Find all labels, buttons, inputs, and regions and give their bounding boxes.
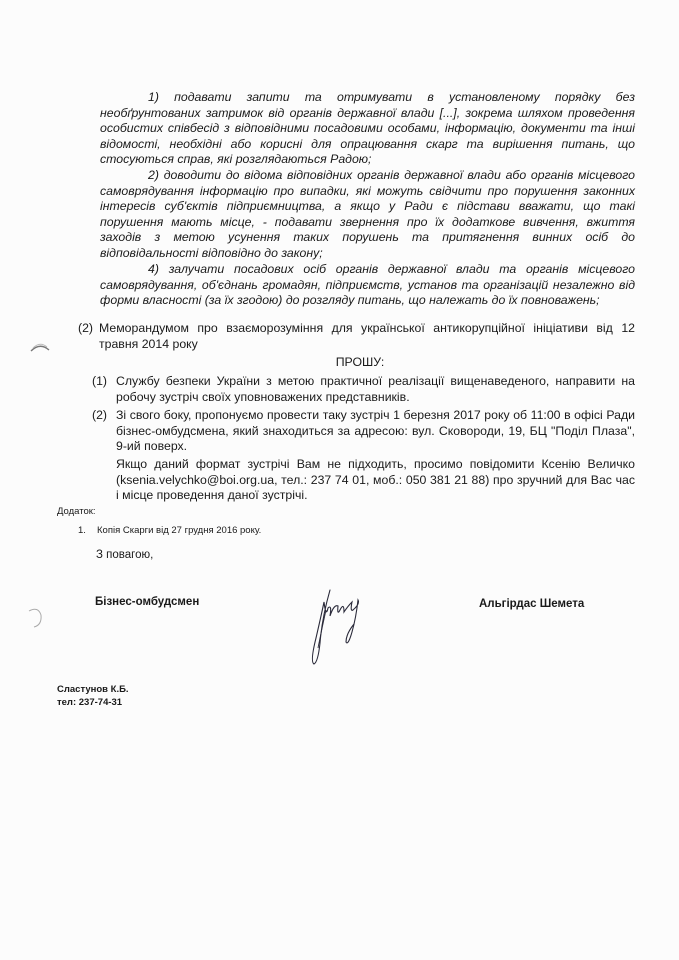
request-item-number: (1)	[92, 374, 108, 388]
signer-position: Бізнес-омбудсмен	[95, 596, 200, 608]
attachment-item-number: 1.	[78, 525, 86, 536]
request-heading: ПРОШУ:	[335, 355, 385, 369]
executor-name: Сластунов К.Б.	[57, 684, 129, 695]
signer-name: Альгірдас Шемета	[479, 598, 585, 610]
basis-item-text: Меморандумом про взаєморозуміння для української антикорупційної ініціативи від 12 травня 2014 року	[99, 321, 635, 351]
request-item-2	[92, 408, 635, 455]
punch-mark-icon	[28, 340, 52, 354]
quoted-point-2: 2) доводити до відома відповідних органів державної влади або органів місцевого самоврядування інформацію про випадки, які можуть свідчити про порушення законних інтересів суб'єктів підприємництва, а якщо у Ради є підстави вважати, що такі порушення мають місце, - подавати звернення про їх додаткове вивчення, вжиття заходів з метою усунення таких порушень та притягнення винних осіб до відповідальності відповідно до закону;	[100, 168, 635, 260]
quoted-point-1: 1) подавати запити та отримувати в установленому порядку без необґрунтованих затримок від органів державної влади [...], зокрема шляхом проведення особистих співбесід з відповідними посадовими особами, інформацію, документи та інші відомості, необхідні або корисні для опрацювання скарг та вирішення питань, що стосуються справ, які розглядаються Радою;	[100, 90, 635, 167]
request-item-text: Зі свого боку, пропонуємо провести таку зустріч 1 березня 2017 року об 11:00 в офісі Ради бізнес-омбудсмена, який знаходиться за адресою: вул. Сковороди, 19, БЦ "Поділ Плаза", 9-ий поверх.	[116, 408, 635, 454]
basis-item-2	[78, 321, 635, 352]
request-item-number: (2)	[92, 408, 108, 422]
request-item-text: Службу безпеки України з метою практичної реалізації вищенаведеного, направити на робочу зустріч своїх уповноважених представників.	[116, 374, 635, 404]
executor-phone: тел: 237-74-31	[57, 697, 123, 708]
attachment-item-1	[78, 525, 261, 537]
request-item-1	[92, 374, 635, 405]
closing-text: З повагою,	[96, 549, 154, 561]
contact-paragraph: Якщо даний формат зустрічі Вам не підходить, просимо повідомити Ксенію Величко (ksenia.velychko@boi.org.ua, тел.: 237 74 01, моб.: 050 381 21 88) про зручний для Вас час і місце проведення даної зустрічі.	[116, 457, 635, 503]
basis-item-number: (2)	[78, 321, 94, 335]
attachment-label: Додаток:	[57, 506, 96, 517]
handwritten-signature-icon	[300, 588, 380, 668]
attachment-item-text: Копія Скарги від 27 грудня 2016 року.	[97, 525, 262, 536]
quoted-point-4: 4) залучати посадових осіб органів державної влади та органів місцевого самоврядування, об'єднань громадян, підприємств, установ та організацій незалежно від форми власності (за їх згодою) до розгляду питань, що належать до їх повноважень;	[100, 262, 635, 308]
punch-mark-icon	[24, 605, 46, 631]
